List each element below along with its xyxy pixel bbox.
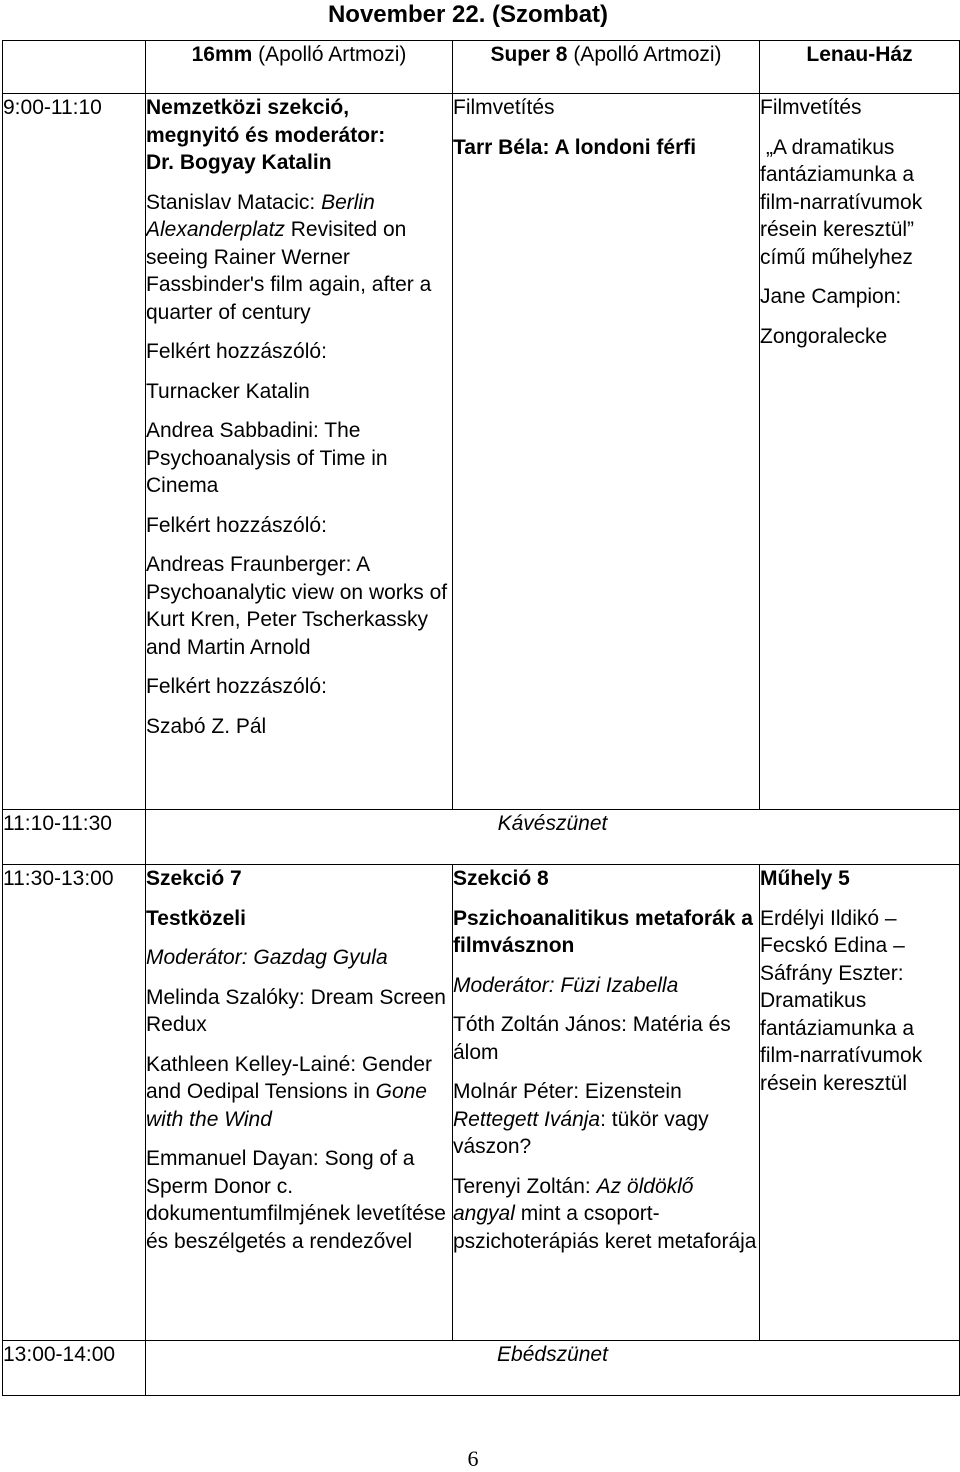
- coffee-break-row: [3, 810, 960, 865]
- slot-row: [3, 94, 960, 810]
- section-title: Testközeli: [146, 906, 246, 930]
- slot2-lenau-cell: [760, 865, 960, 1341]
- film-title: Zongoralecke: [760, 324, 888, 348]
- slot2-super8-cell: [453, 865, 760, 1341]
- talk-item: Stanislav Matacic: Berlin Alexanderplatz Revisited on seeing Rainer Werner Fassbinder's film again, after a quarter of century: [146, 190, 432, 324]
- talk-item: Kathleen Kelley-Lainé: Gender and Oedipal Tensions in Gone with the Wind: [146, 1052, 433, 1131]
- section-number: Szekció 8: [453, 867, 549, 890]
- invited-speaker: Szabó Z. Pál: [146, 714, 267, 738]
- slot1-super8-cell: [453, 94, 760, 810]
- section-number: Szekció 7: [146, 867, 242, 890]
- talk-item: Andreas Fraunberger: A Psychoanalytic view on works of Kurt Kren, Peter Tscherkassky and Martin Arnold: [146, 553, 448, 659]
- slot2-16mm-cell: [146, 865, 453, 1341]
- workshop-description: Erdélyi Ildikó – Fecskó Edina – Sáfrány Eszter: Dramatikus fantáziamunka a film-narratívumok résein keresztül: [760, 906, 923, 1095]
- lunch-break-row: [3, 1341, 960, 1396]
- break-label: Ebédszünet: [146, 1341, 960, 1396]
- talk-item: Andrea Sabbadini: The Psychoanalysis of Time in Cinema: [146, 419, 388, 497]
- break-time: 11:10-11:30: [3, 810, 146, 865]
- slot-time: 11:30-13:00: [3, 865, 146, 1341]
- talk-item: Terenyi Zoltán: Az öldöklő angyal mint a csoport-pszichoterápiás keret metaforája: [453, 1174, 757, 1253]
- break-label: Kávészünet: [146, 810, 960, 865]
- invited-speaker: Turnacker Katalin: [146, 379, 310, 403]
- moderator: Moderátor: Gazdag Gyula: [146, 946, 388, 969]
- page-number: 6: [467, 1446, 479, 1471]
- header-super8: Super 8 (Apolló Artmozi): [453, 41, 760, 94]
- slot-row: [3, 865, 960, 1341]
- slot-time: 9:00-11:10: [3, 94, 146, 810]
- invited-label: Felkért hozzászóló:: [146, 340, 327, 363]
- invited-label: Felkért hozzászóló:: [146, 513, 327, 537]
- invited-label: Felkért hozzászóló:: [146, 675, 327, 698]
- moderator: Moderátor: Füzi Izabella: [453, 973, 679, 997]
- section-number: Műhely 5: [760, 867, 850, 890]
- talk-item: Molnár Péter: Eizenstein Rettegett Ivánja: tükör vagy vászon?: [453, 1080, 709, 1158]
- talk-item: Melinda Szalóky: Dream Screen Redux: [146, 985, 446, 1036]
- talk-item: Emmanuel Dayan: Song of a Sperm Donor c. dokumentumfilmjének levetítése és beszélgetés a rendezővel: [146, 1147, 446, 1253]
- film-title: Tarr Béla: A londoni férfi: [453, 135, 697, 159]
- section-title: Pszichoanalitikus metaforák a filmvásznon: [453, 906, 753, 957]
- film-director: Jane Campion:: [760, 285, 902, 308]
- header-16mm: 16mm (Apolló Artmozi): [146, 41, 453, 94]
- schedule-table: [2, 40, 960, 1396]
- header-time-cell: [3, 41, 146, 94]
- header-row: [3, 41, 960, 94]
- screening-label: Filmvetítés: [453, 96, 555, 119]
- page-title: November 22. (Szombat): [327, 1, 609, 28]
- screening-label: Filmvetítés: [760, 96, 862, 119]
- header-lenau: Lenau-Ház: [760, 41, 960, 94]
- slot1-lenau-cell: [760, 94, 960, 810]
- talk-item: Tóth Zoltán János: Matéria és álom: [453, 1013, 731, 1064]
- workshop-reference: „A dramatikus fantáziamunka a film-narratívumok résein keresztül” című műhelyhez: [760, 135, 923, 269]
- slot1-16mm-cell: [146, 94, 453, 810]
- break-time: 13:00-14:00: [3, 1341, 146, 1396]
- section-title: Nemzetközi szekció, megnyitó és moderátor: Dr. Bogyay Katalin: [146, 96, 386, 174]
